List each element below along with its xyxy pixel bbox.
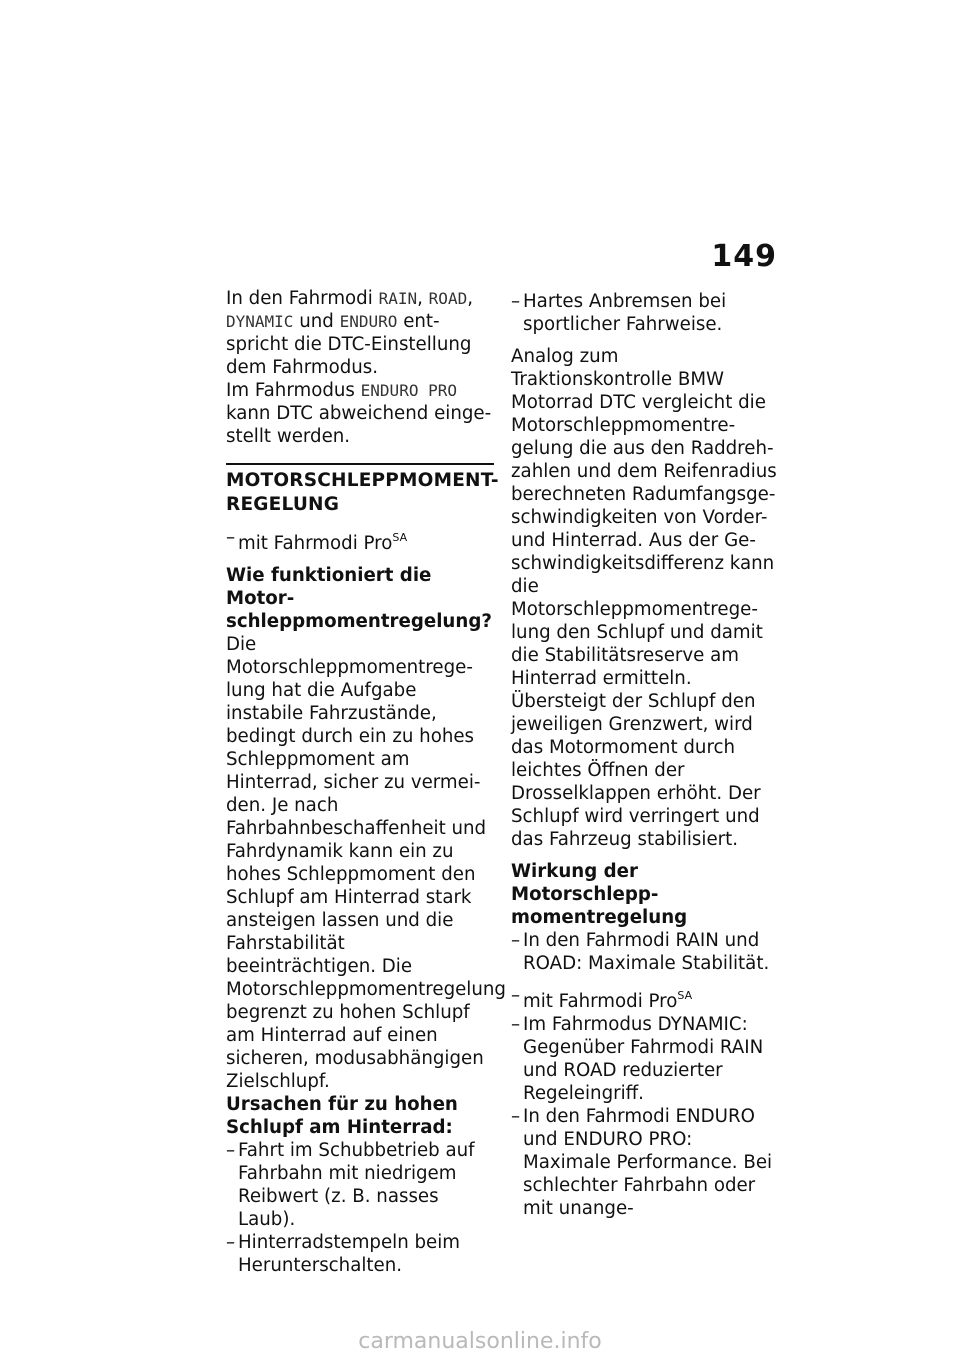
list-item: – Fahrt im Schubbetrieb auf Fahrbahn mit niedrigem Reibwert (z. B. nasses Laub). <box>226 1140 475 1230</box>
left-column <box>226 287 506 1277</box>
intro-text: In den Fahrmodi <box>226 288 379 309</box>
list-item: – Im Fahrmodus DYNAMIC: Gegenüber Fahrmodi RAIN und ROAD reduzierter Regeleingriff. <box>511 1014 764 1104</box>
effect-list <box>511 929 779 975</box>
mode-enduro-pro: ENDURO PRO <box>360 381 457 400</box>
comparison-paragraph: Analog zum Traktionskontrolle BMW Motorrad DTC vergleicht die Motorschleppmomentregelung die aus den Raddrehzahlen und dem Reifenradius berechneten Radumfangsgeschwindigkeiten von Vorder- und Hinterrad. Aus der Geschwindigkeitsdifferenz kann die Motorschleppmomentregelung den Schlupf und damit die Stabilitätsreserve am Hinterrad ermitteln. <box>511 346 777 689</box>
list-item-text: Hartes Anbremsen bei sportlicher Fahrweise. <box>523 291 727 335</box>
mode-enduro: ENDURO <box>339 312 398 331</box>
mode-road: ROAD <box>428 289 468 308</box>
enduro-pro-paragraph <box>226 379 494 448</box>
list-item: – In den Fahrmodi RAIN und ROAD: Maximale Stabilität. <box>511 930 770 974</box>
option-superscript: SA <box>392 531 408 544</box>
list-item: – In den Fahrmodi ENDURO und ENDURO PRO: Maximale Performance. Bei schlechter Fahrbahn oder mit unange- <box>511 1106 773 1219</box>
page-number: 149 <box>711 239 777 274</box>
causes-list-continued <box>511 290 779 336</box>
effect-heading: Wirkung der Motorschleppmomentregelung <box>511 861 688 928</box>
mode-dynamic: DYNAMIC <box>226 312 294 331</box>
list-item-text: Fahrt im Schubbetrieb auf Fahrbahn mit niedrigem Reibwert (z. B. nasses Laub). <box>238 1140 475 1230</box>
section-divider <box>226 463 499 517</box>
list-item: – Hartes Anbremsen bei sportlicher Fahrweise. <box>511 291 727 335</box>
causes-list <box>226 1139 494 1277</box>
list-item-text: In den Fahrmodi ENDURO und ENDURO PRO: Maximale Performance. Bei schlechter Fahrbahn oder mit unange- <box>523 1106 773 1219</box>
description-paragraph: Die Motorschleppmomentregelung hat die Aufgabe instabile Fahrzustände, bedingt durch ein zu hohes Schleppmoment am Hinterrad, sicher zu vermeiden. Je nach Fahrbahnbeschaffenheit und Fahrdynamik kann ein zu hohes Schleppmoment den Schlupf am Hinterrad stark ansteigen lassen und die Fahrstabilität beeinträchtigen. Die Motorschleppmomentregelung begrenzt zu hohen Schlupf am Hinterrad auf einen sicheren, modusabhängigen Zielschlupf. <box>226 634 506 1092</box>
conjunction: und <box>293 311 340 332</box>
right-column <box>511 290 779 1220</box>
list-item-text: Im Fahrmodus DYNAMIC: Gegenüber Fahrmodi RAIN und ROAD reduzierter Regeleingriff. <box>523 1014 764 1104</box>
watermark: carmanualsonline.info <box>358 1329 602 1354</box>
option-text: mit Fahrmodi Pro <box>238 533 393 554</box>
option-item: – mit Fahrmodi Pro$^{SA}$ <box>226 527 408 554</box>
list-item: – Hinterradstempeln beim Herunterschalten. <box>226 1232 461 1276</box>
separator: , <box>467 288 473 309</box>
option-list <box>511 984 779 1220</box>
slip-paragraph: Übersteigt der Schlupf den jeweiligen Grenzwert, wird das Motormoment durch leichtes Öffnen der Drosselklappen erhöht. Der Schlupf wird verringert und das Fahrzeug stabilisiert. <box>511 691 761 850</box>
separator: , <box>417 288 429 309</box>
section-heading: MOTORSCHLEPPMOMENT-REGELUNG <box>226 470 499 515</box>
option-text: mit Fahrmodi Pro <box>523 991 678 1012</box>
question-heading: Wie funktioniert die Motorschleppmomentregelung? <box>226 565 492 632</box>
intro-text: Im Fahrmodus <box>226 380 361 401</box>
list-item-text: Hinterradstempeln beim Herunterschalten. <box>238 1232 461 1276</box>
causes-heading: Ursachen für zu hohen Schlupf am Hinterrad: <box>226 1094 458 1138</box>
option-superscript: SA <box>677 989 693 1002</box>
intro-text: kann DTC abweichend eingestellt werden. <box>226 403 492 447</box>
list-item-text: In den Fahrmodi RAIN und ROAD: Maximale Stabilität. <box>523 930 770 974</box>
mode-rain: RAIN <box>378 289 418 308</box>
intro-paragraph <box>226 287 494 379</box>
option-list <box>226 526 494 555</box>
option-item: – mit Fahrmodi Pro$^{SA}$ <box>511 985 693 1012</box>
intro-text: entspricht die DTC-Einstellung dem Fahrmodus. <box>226 311 472 378</box>
